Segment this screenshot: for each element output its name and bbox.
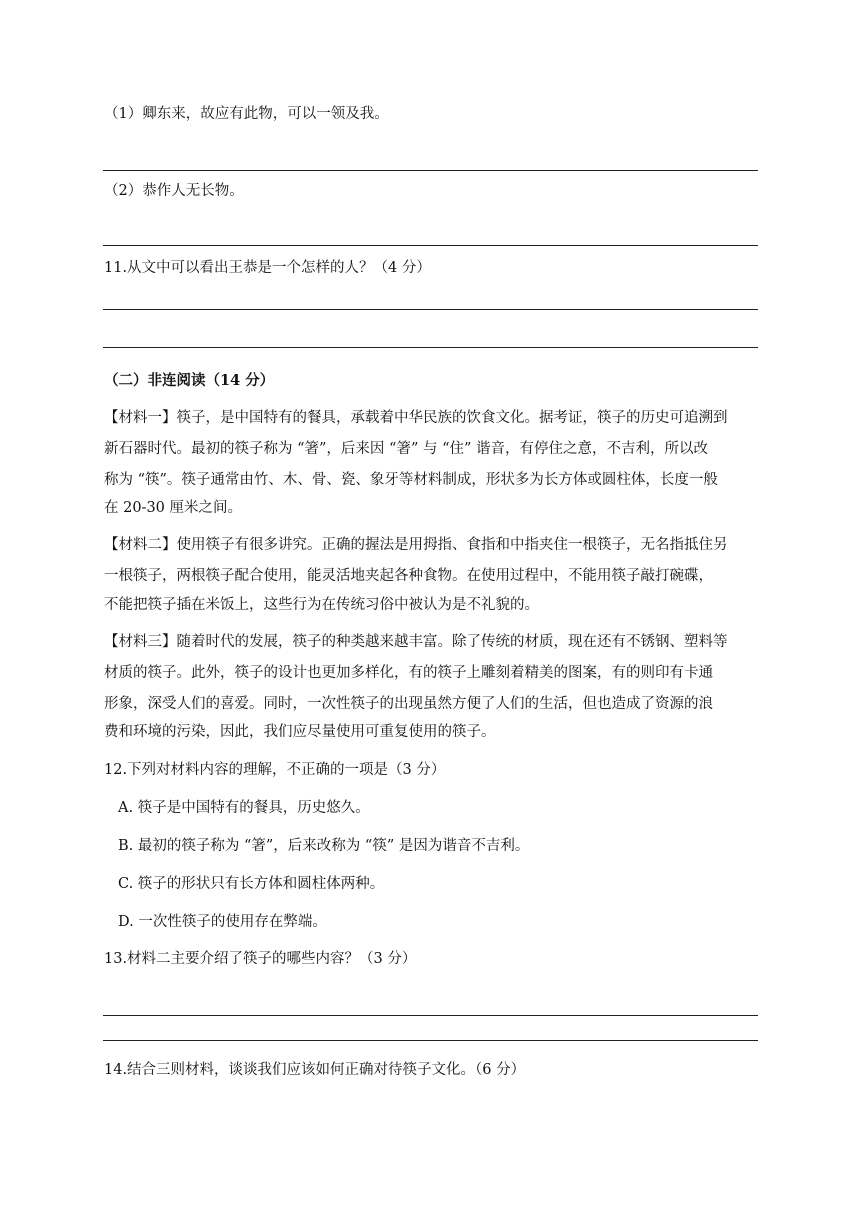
q10-item-2: （2）恭作人无长物。 <box>104 183 244 199</box>
material-line: 不能把筷子插在米饭上，这些行为在传统习俗中被认为是不礼貌的。 <box>104 597 539 613</box>
material-line: 【材料一】筷子，是中国特有的餐具，承载着中华民族的饮食文化。据考证，筷子的历史可追溯到 <box>104 410 728 426</box>
answer-line[interactable] <box>103 309 758 310</box>
option-d[interactable]: D. 一次性筷子的使用存在弊端。 <box>118 914 327 930</box>
answer-line[interactable] <box>103 1040 758 1041</box>
q10-item-1: （1）卿东来，故应有此物，可以一领及我。 <box>104 106 389 122</box>
answer-line[interactable] <box>103 347 758 348</box>
answer-line[interactable] <box>103 170 758 171</box>
material-line: 新石器时代。最初的筷子称为 “箸”，后来因 “箸” 与 “住” 谐音，有停住之意，不吉利，所以改 <box>104 441 709 457</box>
question-11: 11.从文中可以看出王恭是一个怎样的人？（4 分） <box>104 260 431 276</box>
question-13: 13.材料二主要介绍了筷子的哪些内容？（3 分） <box>104 951 417 967</box>
section-heading: （二）非连阅读（14 分） <box>104 372 275 389</box>
option-c[interactable]: C. 筷子的形状只有长方体和圆柱体两种。 <box>118 876 385 892</box>
answer-line[interactable] <box>103 1015 758 1016</box>
answer-line[interactable] <box>103 245 758 246</box>
material-line: 称为 “筷”。筷子通常由竹、木、骨、瓷、象牙等材料制成，形状多为长方体或圆柱体，长度一般 <box>104 472 718 488</box>
material-line: 费和环境的污染，因此，我们应尽量使用可重复使用的筷子。 <box>104 724 496 740</box>
option-a[interactable]: A. 筷子是中国特有的餐具，历史悠久。 <box>118 800 370 816</box>
option-b[interactable]: B. 最初的筷子称为 “箸”，后来改称为 “筷” 是因为谐音不吉利。 <box>118 838 530 854</box>
question-12: 12.下列对材料内容的理解，不正确的一项是（3 分） <box>104 762 446 778</box>
material-line: 一根筷子，两根筷子配合使用，能灵活地夹起各种食物。在使用过程中，不能用筷子敲打碗碟， <box>104 568 713 584</box>
material-line: 【材料三】随着时代的发展，筷子的种类越来越丰富。除了传统的材质，现在还有不锈钢、塑料等 <box>104 634 728 650</box>
material-line: 在 20-30 厘米之间。 <box>104 500 243 516</box>
material-line: 【材料二】使用筷子有很多讲究。正确的握法是用拇指、食指和中指夹住一根筷子，无名指抵住另 <box>104 537 728 553</box>
material-line: 材质的筷子。此外，筷子的设计也更加多样化，有的筷子上雕刻着精美的图案，有的则印有卡通 <box>104 665 713 681</box>
question-14: 14.结合三则材料，谈谈我们应该如何正确对待筷子文化。（6 分） <box>104 1062 526 1078</box>
material-line: 形象，深受人们的喜爱。同时，一次性筷子的出现虽然方便了人们的生活，但也造成了资源的浪 <box>104 696 713 712</box>
